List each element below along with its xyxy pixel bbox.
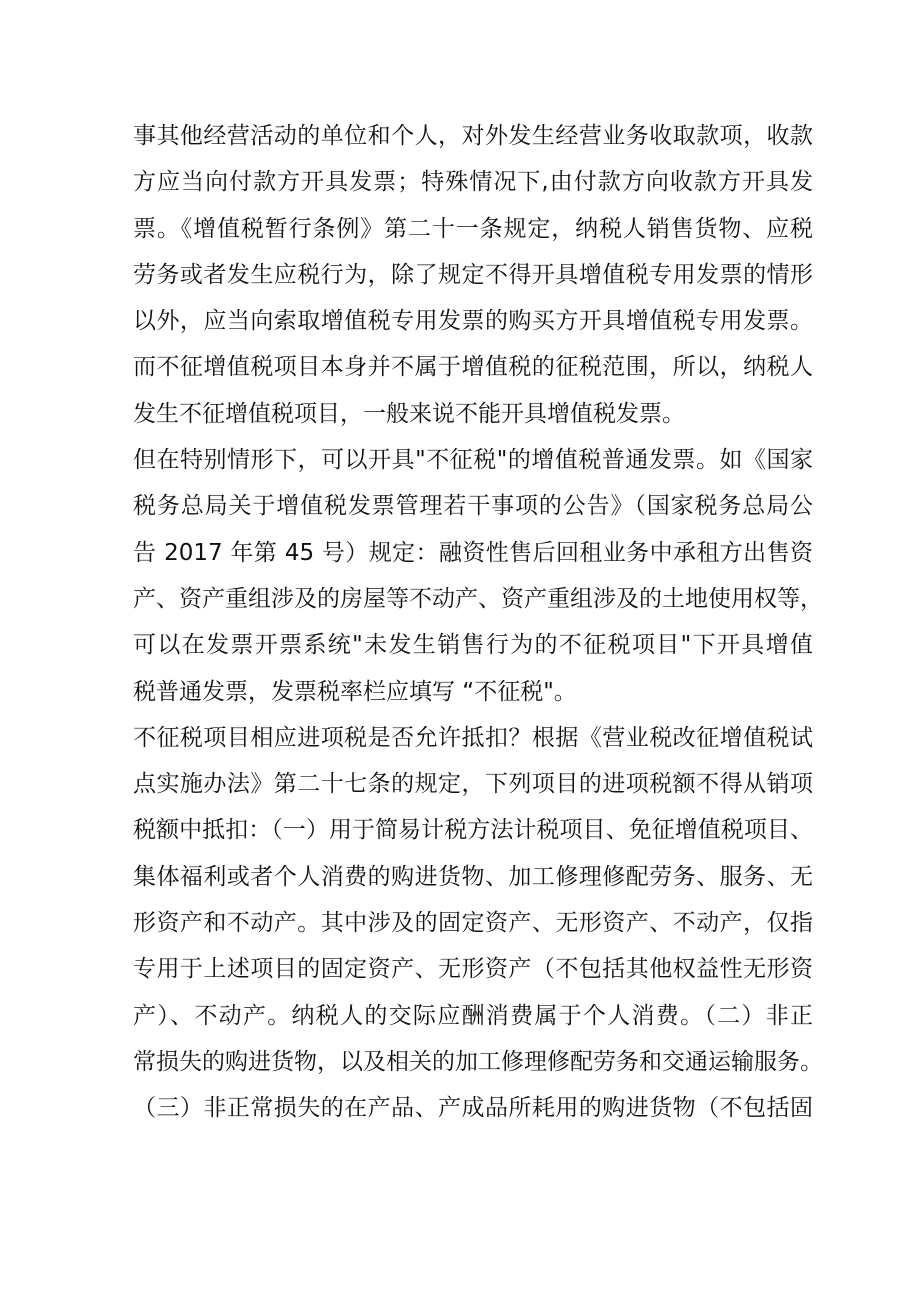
text-line: 不征税项目相应进项税是否允许抵扣？根据《营业税改征增值税试 bbox=[133, 724, 813, 751]
text-line: （三）非正常损失的在产品、产成品所耗用的购进货物（不包括固 bbox=[133, 1095, 813, 1122]
text-line: 税普通发票，发票税率栏应填写 “不征税"。 bbox=[133, 678, 577, 705]
text-line: 专用于上述项目的固定资产、无形资产（不包括其他权益性无形资 bbox=[133, 956, 813, 983]
text-line: 形资产和不动产。其中涉及的固定资产、无形资产、不动产，仅指 bbox=[133, 910, 813, 937]
body-text bbox=[133, 113, 823, 1132]
text-line: 方应当向付款方开具发票；特殊情况下,由付款方向收款方开具发 bbox=[133, 169, 813, 196]
text-line: 点实施办法》第二十七条的规定，下列项目的进项税额不得从销项 bbox=[133, 771, 813, 798]
text-line: 税务总局关于增值税发票管理若干事项的公告》（国家税务总局公 bbox=[133, 493, 813, 520]
text-line: 但在特别情形下，可以开具"不征税"的增值税普通发票。如《国家 bbox=[133, 447, 813, 474]
text-line: 事其他经营活动的单位和个人，对外发生经营业务收取款项，收款 bbox=[133, 123, 813, 149]
text-line: 可以在发票开票系统"未发生销售行为的不征税项目"下开具增值 bbox=[133, 632, 813, 659]
text-line: 以外，应当向索取增值税专用发票的购买方开具增值税专用发票。 bbox=[133, 308, 813, 335]
text-line: 发生不征增值税项目，一般来说不能开具增值税发票。 bbox=[133, 400, 685, 427]
text-line: 税额中抵扣：（一）用于简易计税方法计税项目、免征增值税项目、 bbox=[133, 817, 813, 844]
text-line: 产）、不动产。纳税人的交际应酬消费属于个人消费。（二）非正 bbox=[133, 1002, 813, 1029]
text-line: 产、资产重组涉及的房屋等不动产、资产重组涉及的土地使用权等， bbox=[133, 585, 823, 612]
text-line: 劳务或者发生应税行为，除了规定不得开具增值税专用发票的情形 bbox=[133, 261, 813, 288]
text-line: 集体福利或者个人消费的购进货物、加工修理修配劳务、服务、无 bbox=[133, 863, 813, 890]
text-line: 而不征增值税项目本身并不属于增值税的征税范围，所以，纳税人 bbox=[133, 354, 813, 381]
text-line: 票。《增值税暂行条例》第二十一条规定，纳税人销售货物、应税 bbox=[133, 215, 813, 242]
text-line: 常损失的购进货物，以及相关的加工修理修配劳务和交通运输服务。 bbox=[133, 1048, 823, 1075]
text-line: 告 2017 年第 45 号）规定：融资性售后回租业务中承租方出售资 bbox=[133, 539, 813, 566]
